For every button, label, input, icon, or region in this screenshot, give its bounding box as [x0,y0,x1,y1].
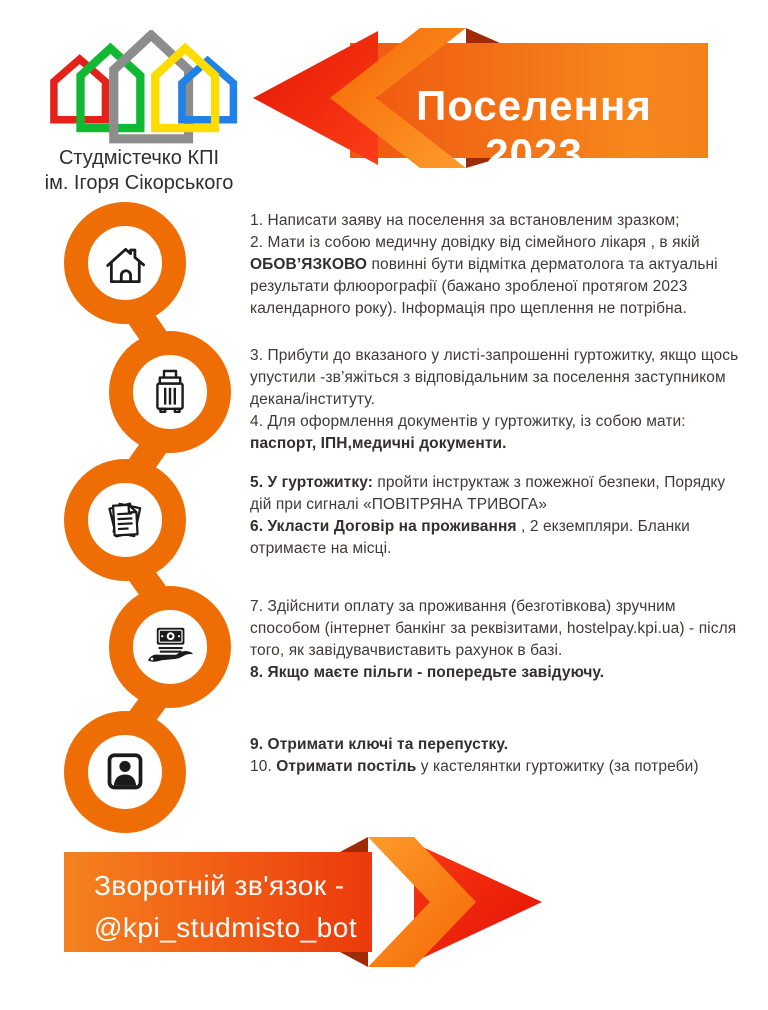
step-item-6 [250,516,742,560]
step-item-text: 7. Здійснити оплату за проживання (безготівкова) зручним способом (інтернет банкінг за реквізитами, hostelpay.kpi.ua) - після того, як завідувачвиставить рахунок в базі. [250,598,737,659]
step-text-3 [250,472,742,560]
feedback-banner [62,835,554,983]
step-item-text: 2. Мати із собою медичну довідку від сімейного лікаря , в якій [250,234,700,251]
step-item-text: 1. Написати заяву на поселення за встановленим зразком; [250,212,680,229]
steps-timeline [38,196,278,844]
step-item-bold: паспорт, ІПН,медичні документи. [250,435,507,452]
timeline-graphic [38,196,278,844]
step-text-1 [250,210,742,320]
top-banner [250,28,712,177]
step-text-2 [250,345,742,455]
step-item-bold: 8. Якщо маєте пільги - попередьте завідуючу. [250,664,605,681]
step-item-5 [250,472,742,516]
step-item-7 [250,596,742,662]
campus-name [14,146,264,196]
step-item-text: 10. [250,758,277,775]
ribbon-fold-top [466,28,500,43]
step-item-text: 4. Для оформлення документів у гуртожитку, із собою мати: [250,413,686,430]
step-item-bold: 9. Отримати ключі та перепустку. [250,736,509,753]
campus-name-line2: ім. Ігоря Сікорського [44,172,234,194]
step-item-2 [250,232,742,320]
houses-logo-icon [42,30,242,148]
step-item-10 [250,756,742,778]
poster-title: Поселення 2023 [416,82,652,177]
step-item-text: у кастелянтки гуртожитку (за потреби) [416,758,699,775]
step-item-text: , 2 екземпляри. Бланки отримаєте на місці. [250,518,690,557]
step-text-4 [250,596,742,684]
ribbon-fold-top [340,837,368,852]
ribbon-fold-bottom [340,952,368,967]
step-item-bold: 5. У гуртожитку: [250,474,374,491]
kpi-campus-logo [42,30,242,148]
step-item-text: пройти інструктаж з пожежної безпеки, Порядку дій при сигналі «ПОВІТРЯНА ТРИВОГА» [250,474,726,513]
campus-name-line1: Студмістечко КПІ [58,147,220,169]
telegram-handle: @kpi_studmisto_bot [94,912,358,943]
step-item-4 [250,411,742,455]
step-item-text: 3. Прибути до вказаного у листі-запрошенні гуртожитку, якщо щось упустили -зв’яжіться з відповідальним за поселення заступником декана/інституту. [250,347,739,408]
feedback-label: Зворотній зв'язок - [94,870,345,901]
feedback-text [94,865,357,949]
step-item-8 [250,662,742,684]
step-item-9 [250,734,742,756]
step-item-text: повинні бути відмітка дерматолога та актуальні результати флюорографії (бажано зробленої протягом 2023 календарного року). Інформація про щеплення не потрібна. [250,256,718,317]
step-item-3 [250,345,742,411]
step-text-5 [250,734,742,778]
documents-icon [109,504,140,537]
step-circle-1 [76,214,174,312]
step-item-bold: Отримати постіль [276,758,417,775]
step-item-bold: ОБОВ’ЯЗКОВО [250,256,368,273]
step-item-1 [250,210,742,232]
step-item-bold: 6. Укласти Договір на проживання [250,518,521,535]
